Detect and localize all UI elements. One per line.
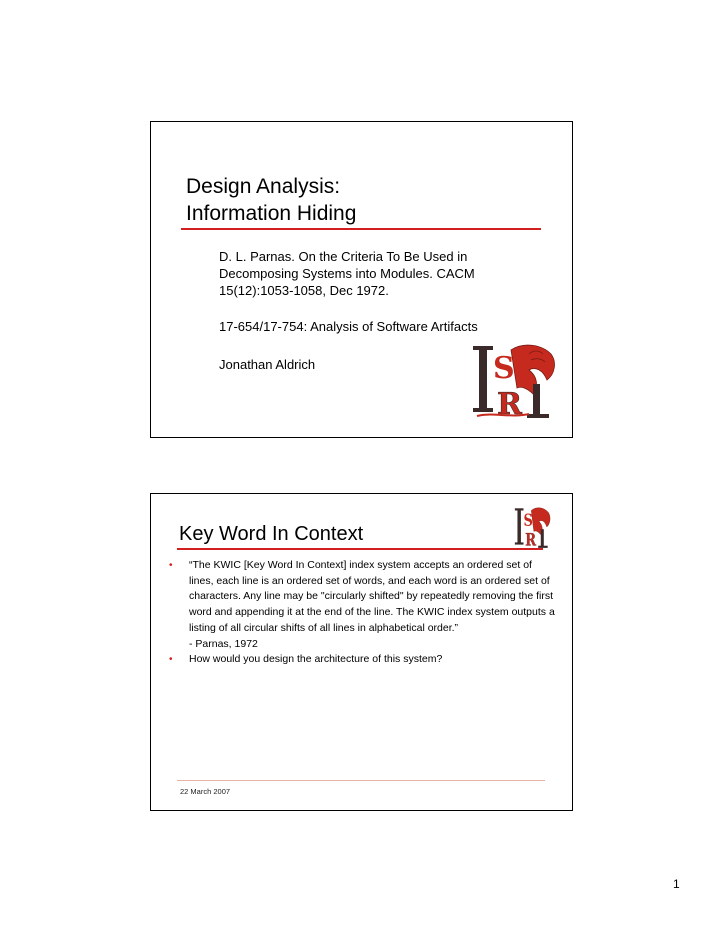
title-line-2: Information Hiding [186, 202, 357, 225]
footer-date: 22 March 2007 [180, 787, 231, 796]
logo-letter-r: R [497, 387, 522, 420]
footer-divider [177, 780, 545, 781]
bullet-list [167, 558, 557, 668]
bullet-item [167, 558, 557, 652]
logo-letter-r: R [525, 531, 536, 549]
title-underline [181, 228, 541, 230]
kwic-quote: “The KWIC [Key Word In Context] index system accepts an ordered set of lines, each line is an ordered set of words, and each word is an ordered set of characters. Any line may be "circularly shifted" by repeatedly removing the first word and appending it at the end of the line. The KWIC index system outputs a listing of all circular shifts of all lines in alphabetical order.” [189, 559, 555, 634]
course-code: 17-654/17-754: Analysis of Software Artifacts [219, 319, 478, 334]
isri-logo [514, 505, 552, 549]
reference-citation: D. L. Parnas. On the Criteria To Be Used in Decomposing Systems into Modules. CACM 15(12):1053-1058, Dec 1972. [219, 249, 475, 298]
bullet-glyph: • [169, 654, 173, 666]
slide-title [186, 173, 356, 227]
bullet-glyph: • [169, 560, 173, 571]
isri-logo [471, 340, 559, 420]
title-slide [150, 121, 573, 438]
slide-title: Key Word In Context [179, 523, 364, 545]
quote-attribution: - Parnas, 1972 [189, 637, 258, 650]
bullet-item [167, 652, 557, 668]
content-slide [150, 493, 573, 811]
design-question: How would you design the architecture of this system? [189, 653, 443, 666]
author-name: Jonathan Aldrich [219, 357, 316, 372]
title-underline [177, 548, 543, 550]
logo-letter-s: S [493, 351, 515, 386]
logo-letter-s: S [523, 511, 533, 531]
title-line-1: Design Analysis: [186, 175, 341, 198]
page-number: 1 [673, 877, 680, 891]
